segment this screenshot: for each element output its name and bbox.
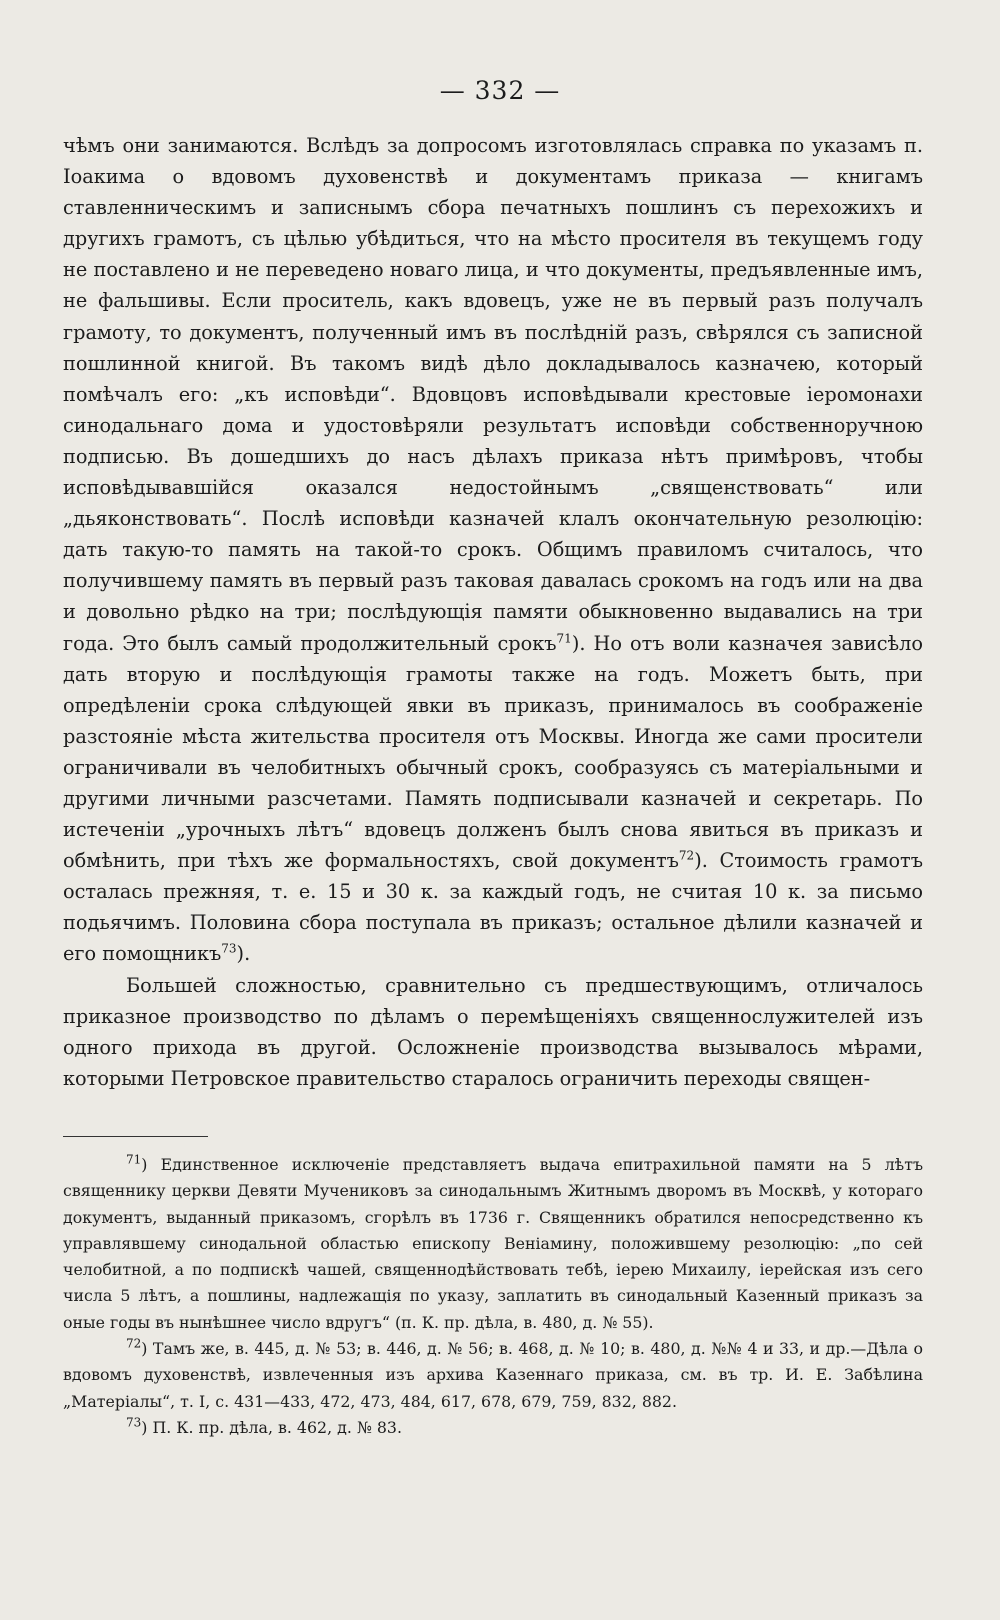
footnote-text: ) Тамъ же, в. 445, д. № 53; в. 446, д. № 56; в. 468, д. № 10; в. 480, д. №№ 4 и 33, и др.—Дѣла о вдовомъ духовенствѣ, извлеченныя изъ архива Казеннаго приказа, см. въ тр. И. Е. Забѣлина „Матеріалы“, т. I, с. 431—433, 472, 473, 484, 617, 678, 679, 759, 832, 882. <box>63 1339 923 1411</box>
footnote-ref: 71 <box>556 631 572 646</box>
page-number: — 332 — <box>439 76 561 105</box>
footnote-ref: 72 <box>678 848 695 863</box>
footnote-number: 71 <box>126 1152 142 1167</box>
main-text <box>63 130 923 1094</box>
footnotes <box>63 1152 923 1441</box>
text-run: ). Но отъ воли казначея зависѣло дать вторую и послѣдующія грамоты также на годъ. Можетъ быть, при опредѣленіи срока слѣдующей явки въ приказъ, принималось въ соображеніе разстояніе мѣста жительства просителя отъ Москвы. Иногда же сами просители ограничивали въ челобитныхъ обычный срокъ, сообразуясь съ матеріальными и другими личными разсчетами. Память подписывали казначей и секретарь. По истеченіи „урочныхъ лѣтъ“ вдовецъ долженъ былъ снова явиться въ приказъ и обмѣнить, при тѣхъ же формальностяхъ, свой документъ <box>63 631 923 873</box>
footnote-text: ) П. К. пр. дѣла, в. 462, д. № 83. <box>141 1417 402 1437</box>
footnote-text: ) Единственное исключеніе представляетъ выдача епитрахильной памяти на 5 лѣтъ священнику церкви Девяти Мучениковъ за синодальнымъ Житнымъ дворомъ въ Москвѣ, у котораго документъ, выданный приказомъ, сгорѣлъ въ 1736 г. Священникъ обратился непосредственно къ управлявшему синодальной областью епископу Веніамину, положившему резолюцію: „по сей челобитной, а по подпискѣ чашей, священнодѣйствовать тебѣ, іерею Михаилу, іерейская изъ сего числа 5 лѣтъ, а пошлины, надлежащія по указу, заплатить въ синодальный Казенный приказъ за оные годы въ нынѣшнее число вдругъ“ (п. К. пр. дѣла, в. 480, д. № 55). <box>63 1155 923 1332</box>
text-run: ). <box>236 942 251 966</box>
paragraph <box>63 130 923 970</box>
footnote-divider <box>63 1136 208 1137</box>
footnote <box>63 1336 923 1415</box>
paragraph: Большей сложностью, сравнительно съ предшествующимъ, отличалось приказное производство по дѣламъ о перемѣщеніяхъ священнослужителей изъ одного прихода въ другой. Осложненіе производства вызывалось мѣрами, которыми Петровское правительство старалось ограничить переходы священ- <box>63 973 923 1090</box>
text-run: ). Стоимость грамотъ осталась прежняя, т. е. 15 и 30 к. за каждый годъ, не считая 10 к. за письмо подьячимъ. Половина сбора поступала въ приказъ; остальное дѣлили казначей и его помощникъ <box>63 849 923 966</box>
footnote-ref: 73 <box>221 942 237 957</box>
footnote-number: 72 <box>126 1336 142 1351</box>
footnote <box>63 1415 923 1441</box>
footnote <box>63 1152 923 1336</box>
text-run: чѣмъ они занимаются. Вслѣдъ за допросомъ изготовлялась справка по указамъ п. Іоакима о вдовомъ духовенствѣ и документамъ приказа — книгамъ ставленническимъ и записнымъ сбора печатныхъ пошлинъ съ перехожихъ и другихъ грамотъ, съ цѣлью убѣдиться, что на мѣсто просителя въ текущемъ году не поставлено и не переведено новаго лица, и что документы, предъявленные имъ, не фальшивы. Если проситель, какъ вдовецъ, уже не въ первый разъ получалъ грамоту, то документъ, полученный имъ въ послѣдній разъ, свѣрялся съ записной пошлинной книгой. Въ такомъ видѣ дѣло докладывалось казначею, который помѣчалъ его: „къ исповѣди“. Вдовцовъ исповѣдывали крестовые іеромонахи синодальнаго дома и удостовѣряли результатъ исповѣди собственноручною подписью. Въ дошедшихъ до насъ дѣлахъ приказа нѣтъ примѣровъ, чтобы исповѣдывавшійся оказался недостойнымъ „священствовать“ или „дьяконствовать“. Послѣ исповѣди казначей клалъ окончательную резолюцію: дать такую-то память на такой-то срокъ. Общимъ правиломъ считалось, что получившему память въ первый разъ таковая давалась срокомъ на годъ или на два и довольно рѣдко на три; послѣдующія памяти обыкновенно выдавались на три года. Это былъ самый продолжительный срокъ <box>63 134 923 655</box>
footnote-number: 73 <box>126 1415 142 1430</box>
